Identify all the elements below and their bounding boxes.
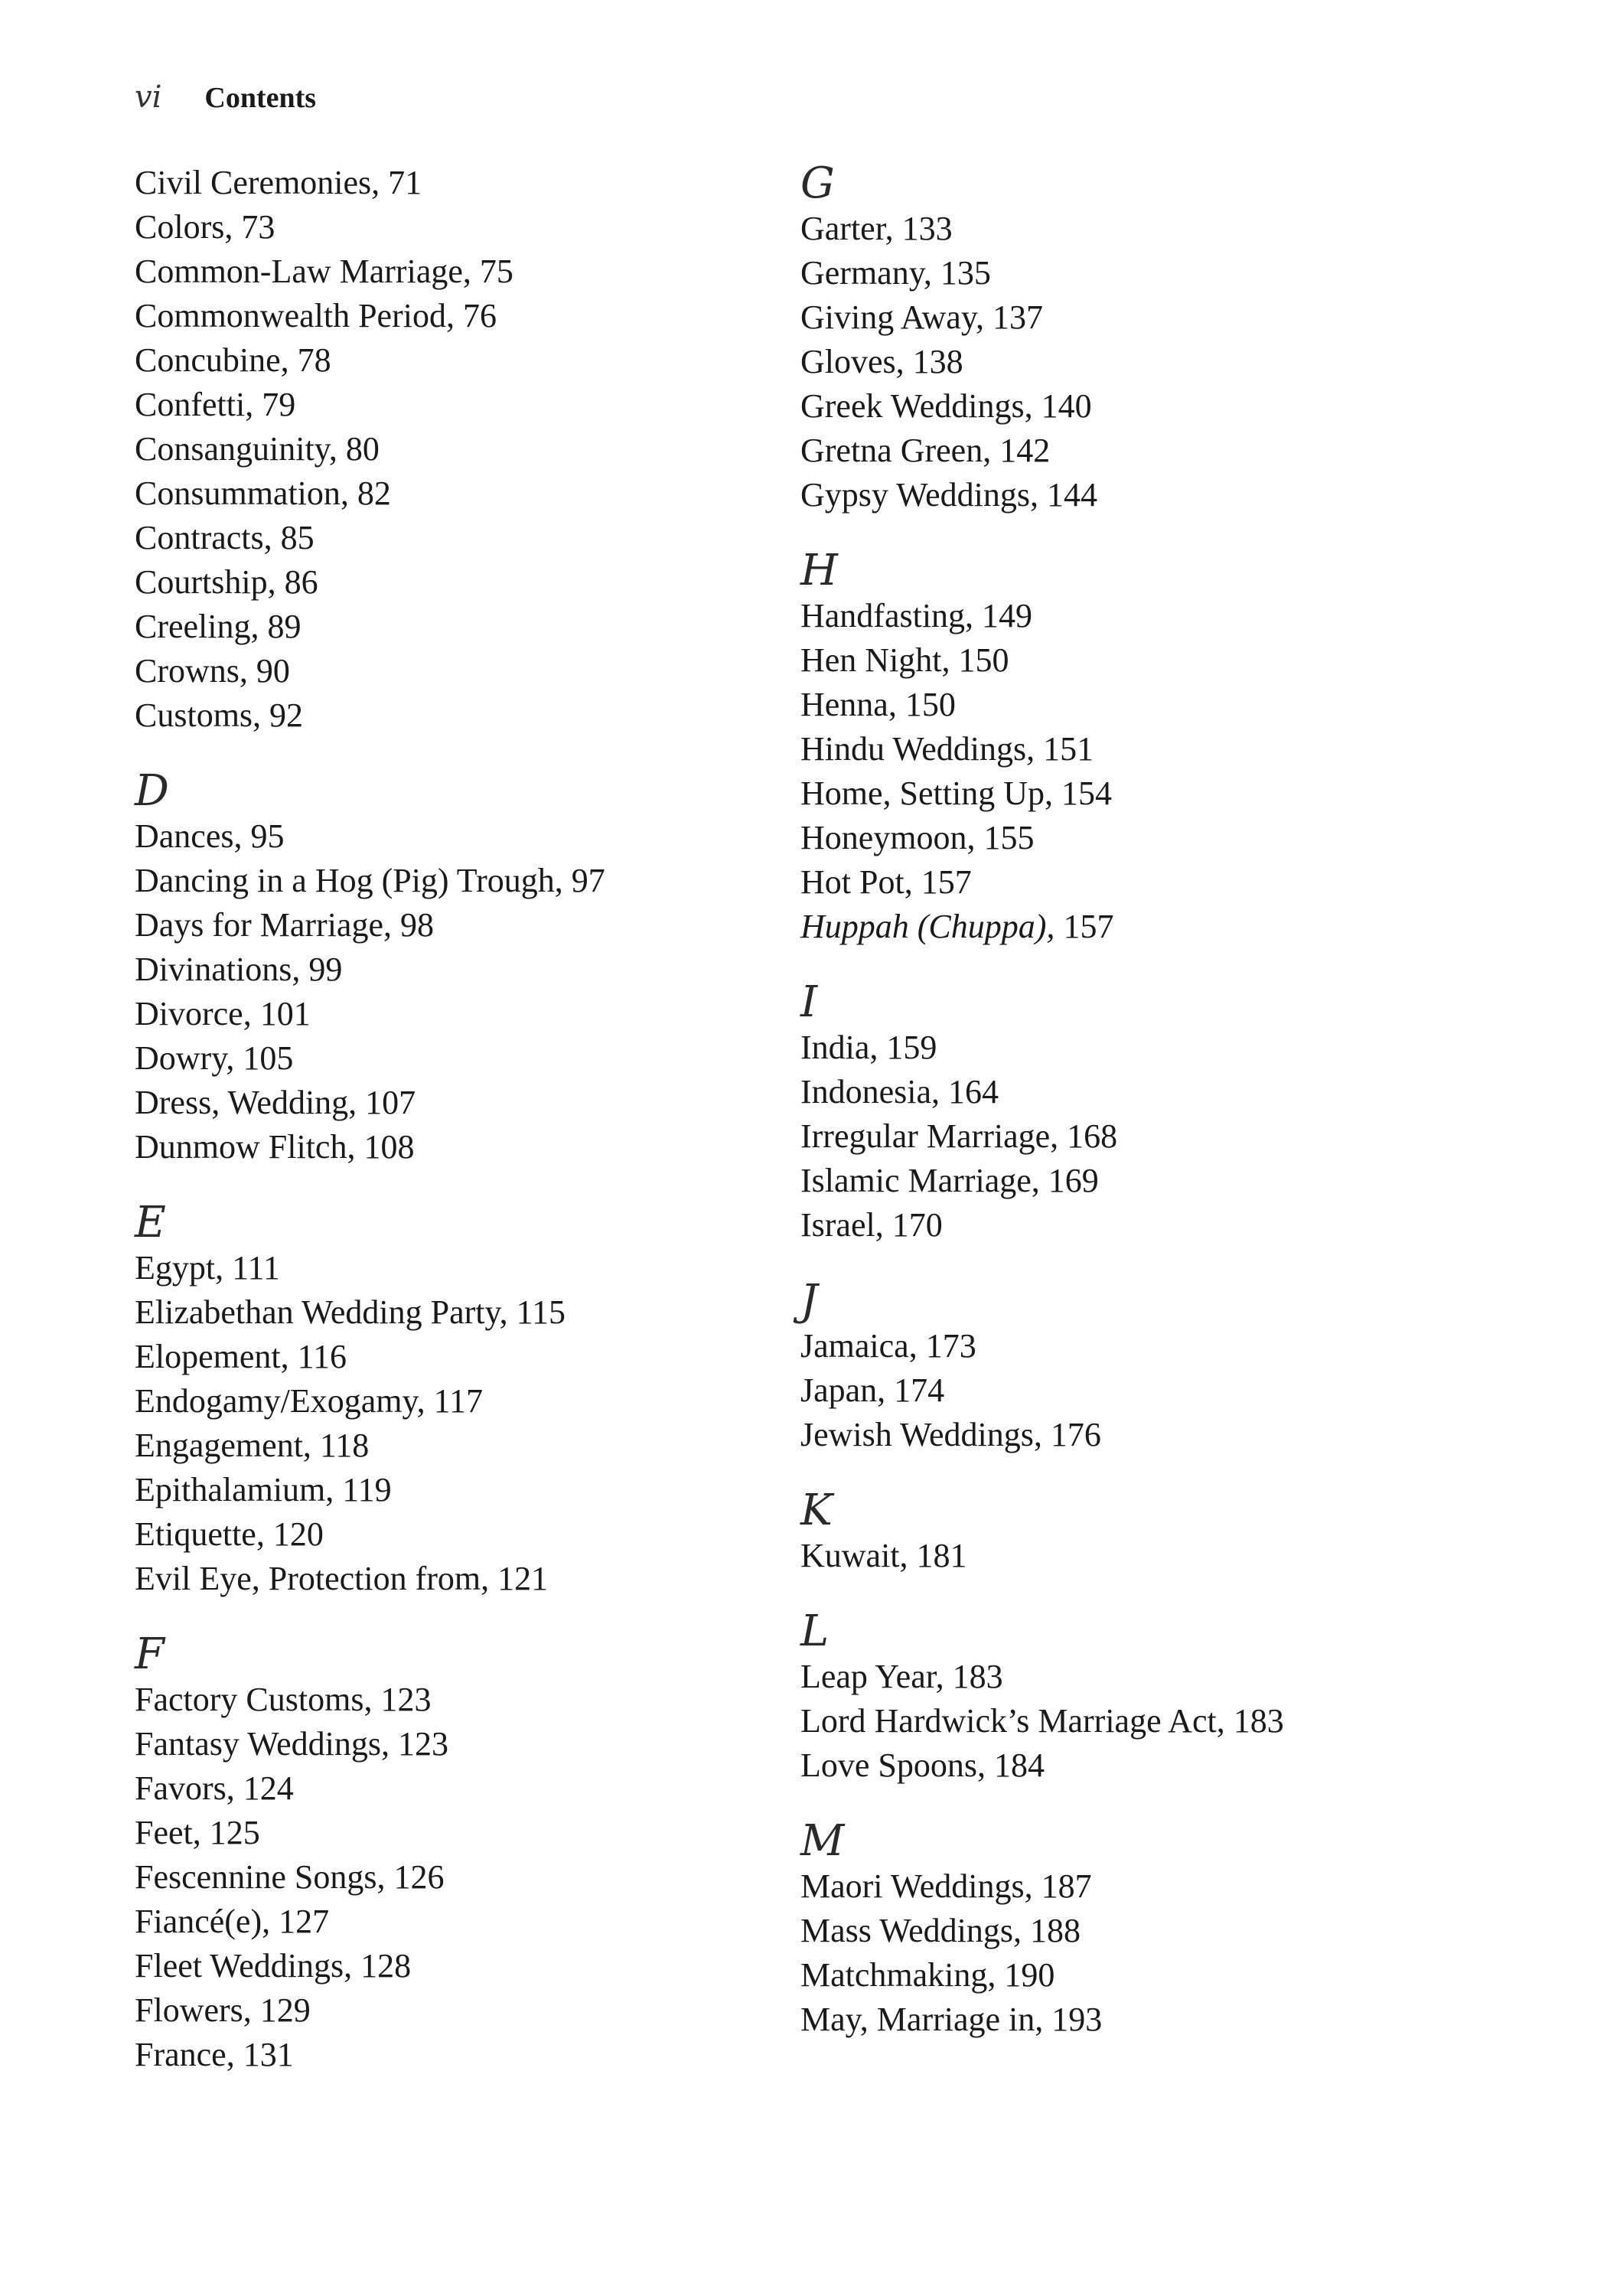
section-j: [800, 1278, 1489, 1457]
section-e: [135, 1200, 823, 1601]
toc-entry[interactable]: Customs, 92: [135, 696, 304, 734]
toc-entry[interactable]: Elizabethan Wedding Party, 115: [135, 1293, 566, 1331]
toc-entry[interactable]: Creeling, 89: [135, 608, 302, 645]
section-letter-g: G: [800, 158, 835, 208]
toc-entry[interactable]: Mass Weddings, 188: [800, 1912, 1081, 1949]
toc-entry[interactable]: Irregular Marriage, 168: [800, 1117, 1118, 1155]
toc-entry[interactable]: Matchmaking, 190: [800, 1956, 1055, 1994]
toc-entry[interactable]: Home, Setting Up, 154: [800, 775, 1112, 812]
toc-entry[interactable]: Gloves, 138: [800, 343, 963, 380]
right-column: [800, 158, 1489, 2042]
toc-entry[interactable]: Islamic Marriage, 169: [800, 1162, 1099, 1199]
toc-entry[interactable]: Egypt, 111: [135, 1249, 280, 1287]
page-number: vi: [135, 80, 162, 115]
section-d: [135, 768, 823, 1169]
toc-entry[interactable]: Divinations, 99: [135, 951, 343, 988]
toc-entry[interactable]: Handfasting, 149: [800, 597, 1033, 634]
toc-entry[interactable]: Hen Night, 150: [800, 641, 1009, 679]
toc-entry[interactable]: Commonwealth Period, 76: [135, 297, 497, 334]
section-letter-h: H: [800, 546, 838, 595]
toc-entry[interactable]: Hot Pot, 157: [800, 863, 972, 901]
toc-entry[interactable]: Hindu Weddings, 151: [800, 730, 1094, 768]
toc-entry[interactable]: Epithalamium, 119: [135, 1471, 392, 1508]
toc-entry[interactable]: Germany, 135: [800, 254, 991, 292]
toc-entry[interactable]: Gypsy Weddings, 144: [800, 476, 1097, 514]
toc-entry[interactable]: Elopement, 116: [135, 1338, 347, 1375]
toc-entry[interactable]: Fleet Weddings, 128: [135, 1947, 412, 1985]
toc-entry[interactable]: Consummation, 82: [135, 475, 391, 512]
section-letter-j: J: [800, 1276, 818, 1326]
toc-entry[interactable]: Indonesia, 164: [800, 1073, 999, 1110]
toc-entry[interactable]: India, 159: [800, 1029, 937, 1066]
toc-entry[interactable]: Jewish Weddings, 176: [800, 1416, 1101, 1453]
running-head: [135, 80, 316, 126]
section-f: [135, 1629, 823, 2077]
toc-entry[interactable]: Days for Marriage, 98: [135, 906, 434, 944]
section-letter-k: K: [800, 1486, 833, 1535]
toc-entry-huppah[interactable]: [800, 905, 1489, 949]
toc-entry[interactable]: Feet, 125: [135, 1814, 260, 1851]
toc-entry[interactable]: Fantasy Weddings, 123: [135, 1725, 448, 1763]
toc-entry[interactable]: Common-Law Marriage, 75: [135, 253, 513, 290]
section-g: [800, 158, 1489, 517]
section-letter-i: I: [800, 977, 818, 1027]
section-h: [800, 548, 1489, 949]
left-column: [135, 161, 823, 2077]
toc-entry[interactable]: Crowns, 90: [135, 652, 290, 690]
toc-entry[interactable]: Flowers, 129: [135, 1991, 311, 2029]
toc-entry[interactable]: Israel, 170: [800, 1206, 943, 1244]
toc-entry[interactable]: Endogamy/Exogamy, 117: [135, 1382, 483, 1420]
toc-entry[interactable]: Engagement, 118: [135, 1427, 370, 1464]
section-letter-l: L: [800, 1606, 830, 1656]
toc-entry[interactable]: Henna, 150: [800, 686, 956, 723]
toc-entry[interactable]: Concubine, 78: [135, 341, 331, 379]
section-l: [800, 1606, 1489, 1788]
toc-entry[interactable]: Fiancé(e), 127: [135, 1903, 330, 1940]
toc-entry[interactable]: Dunmow Flitch, 108: [135, 1128, 415, 1166]
toc-entry[interactable]: Contracts, 85: [135, 519, 315, 556]
toc-entry[interactable]: Colors, 73: [135, 208, 275, 246]
running-head-title: Contents: [204, 82, 317, 114]
section-m: [800, 1818, 1489, 2042]
toc-entry[interactable]: Dowry, 105: [135, 1039, 294, 1077]
toc-entry[interactable]: Dress, Wedding, 107: [135, 1084, 416, 1121]
toc-entry[interactable]: Greek Weddings, 140: [800, 387, 1092, 425]
section-c-continued: [135, 161, 823, 738]
section-letter-m: M: [800, 1816, 845, 1866]
toc-entry[interactable]: France, 131: [135, 2036, 294, 2073]
section-i: [800, 977, 1489, 1247]
section-letter-d: D: [135, 766, 169, 816]
toc-entry[interactable]: Dancing in a Hog (Pig) Trough, 97: [135, 862, 605, 899]
toc-entry[interactable]: Maori Weddings, 187: [800, 1867, 1092, 1905]
toc-entry-page: 157: [1063, 908, 1114, 945]
toc-entry[interactable]: Gretna Green, 142: [800, 432, 1051, 469]
toc-entry[interactable]: Jamaica, 173: [800, 1327, 976, 1365]
section-k: [800, 1488, 1489, 1578]
toc-entry[interactable]: Garter, 133: [800, 210, 953, 247]
section-letter-f: F: [135, 1629, 165, 1679]
toc-entry[interactable]: Japan, 174: [800, 1371, 945, 1409]
toc-entry[interactable]: Etiquette, 120: [135, 1515, 324, 1553]
toc-entry[interactable]: Giving Away, 137: [800, 298, 1043, 336]
toc-entry[interactable]: Honeymoon, 155: [800, 819, 1035, 856]
toc-entry[interactable]: Leap Year, 183: [800, 1658, 1003, 1695]
toc-entry-italic-title: Huppah (Chuppa),: [800, 908, 1055, 945]
toc-entry[interactable]: Consanguinity, 80: [135, 430, 380, 468]
toc-entry[interactable]: Confetti, 79: [135, 386, 296, 423]
toc-entry[interactable]: Divorce, 101: [135, 995, 311, 1032]
toc-entry[interactable]: Favors, 124: [135, 1769, 294, 1807]
toc-entry[interactable]: Factory Customs, 123: [135, 1681, 432, 1718]
section-letter-e: E: [135, 1198, 166, 1247]
toc-entry[interactable]: Civil Ceremonies, 71: [135, 164, 422, 201]
toc-entry[interactable]: Evil Eye, Protection from, 121: [135, 1560, 549, 1597]
toc-entry[interactable]: Courtship, 86: [135, 563, 318, 601]
toc-entry[interactable]: Dances, 95: [135, 817, 285, 855]
toc-entry[interactable]: Love Spoons, 184: [800, 1746, 1045, 1784]
toc-entry[interactable]: Fescennine Songs, 126: [135, 1858, 445, 1896]
toc-entry[interactable]: May, Marriage in, 193: [800, 2001, 1103, 2038]
toc-entry[interactable]: Kuwait, 181: [800, 1537, 967, 1574]
toc-entry[interactable]: Lord Hardwick’s Marriage Act, 183: [800, 1702, 1284, 1740]
